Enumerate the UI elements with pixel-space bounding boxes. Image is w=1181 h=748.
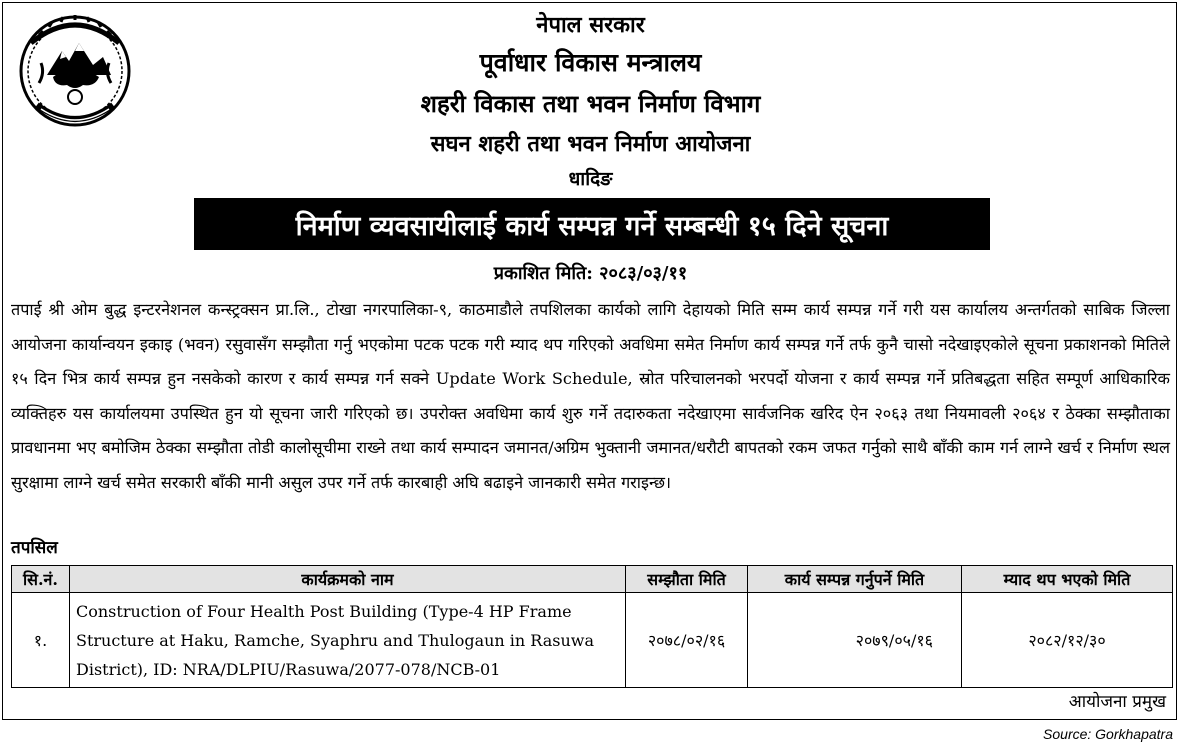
signoff-title: आयोजना प्रमुख bbox=[1068, 692, 1166, 712]
row-agreement-date: २०७८/०२/१६ bbox=[626, 593, 748, 688]
schedule-table bbox=[11, 565, 1173, 688]
notice-title: निर्माण व्यवसायीलाई कार्य सम्पन्न गर्ने सम्बन्धी १५ दिने सूचना bbox=[295, 210, 889, 242]
row-serial: १. bbox=[12, 593, 70, 688]
published-date: प्रकाशित मिति: २०८३/०३/११ bbox=[493, 263, 688, 284]
col-completion-date: कार्य सम्पन्न गर्नुपर्ने मिति bbox=[748, 566, 962, 593]
schedule-label: तपसिल bbox=[11, 538, 58, 558]
table-row bbox=[12, 593, 1173, 688]
notice-title-banner bbox=[194, 198, 990, 250]
project-name: सघन शहरी तथा भवन निर्माण आयोजना bbox=[430, 131, 751, 157]
office-location: धादिङ bbox=[568, 168, 613, 190]
col-serial: सि.नं. bbox=[12, 566, 70, 593]
col-extension-date: म्याद थप भएको मिति bbox=[962, 566, 1173, 593]
col-program-name: कार्यक्रमको नाम bbox=[70, 566, 626, 593]
col-agreement-date: सम्झौता मिति bbox=[626, 566, 748, 593]
government-name: नेपाल सरकार bbox=[536, 12, 645, 38]
row-completion-date: २०७९/०५/१६ bbox=[748, 593, 962, 688]
row-program-name: Construction of Four Health Post Building (Type-4 HP Frame Structure at Haku, Ramche, Syaphru and Thulogaun in Rasuwa District), ID: NRA/DLPIU/Rasuwa/2077-078/NCB-01 bbox=[70, 593, 626, 688]
ministry-name: पूर्वाधार विकास मन्त्रालय bbox=[479, 48, 702, 77]
row-extension-date: २०८२/१२/३० bbox=[962, 593, 1173, 688]
notice-body: तपाई श्री ओम बुद्ध इन्टरनेशनल कन्स्ट्रक्सन प्रा.लि., टोखा नगरपालिका-९, काठमाडौले तपशिलका कार्यको लागि देहायको मिति सम्म कार्य सम्पन्न गर्ने गरी यस कार्यालय अन्तर्गतको साबिक जिल्ला आयोजना कार्यान्वयन इकाइ (भवन) रसुवासँग सम्झौता गर्नु भएकोमा पटक पटक गरी म्याद थप गरिएको अवधिमा समेत निर्माण कार्य सम्पन्न गर्ने तर्फ कुनै चासो नदेखाइएकोले सूचना प्रकाशनको मितिले १५ दिन भित्र कार्य सम्पन्न हुन नसकेको कारण र कार्य सम्पन्न गर्न सक्ने Update Work Schedule, स्रोत परिचालनको भरपर्दो योजना र कार्य सम्पन्न गर्ने प्रतिबद्धता सहित सम्पूर्ण आधिकारिक व्यक्तिहरु यस कार्यालयमा उपस्थित हुन यो सूचना जारी गरिएको छ। उपरोक्त अवधिमा कार्य शुरु गर्ने तदारुकता नदेखाएमा सार्वजनिक खरिद ऐन २०६३ तथा नियमावली २०६४ र ठेक्का सम्झौताका प्रावधानमा भए बमोजिम ठेक्का सम्झौता तोडी कालोसूचीमा राख्ने तथा कार्य सम्पादन जमानत/अग्रिम भुक्तानी जमानत/धरौटी बापतको रकम जफत गर्नुको साथै बाँकी काम गर्न लाग्ने खर्च र निर्माण स्थल सुरक्षामा लाग्ने खर्च समेत सरकारी बाँकी मानी असुल उपर गर्ने तर्फ कारबाही अघि बढाइने जानकारी समेत गराइन्छ। bbox=[11, 300, 1170, 492]
department-name: शहरी विकास तथा भवन निर्माण विभाग bbox=[420, 89, 761, 118]
table-header-row bbox=[12, 566, 1173, 593]
source-credit: Source: Gorkhapatra bbox=[1043, 726, 1173, 742]
notice-document bbox=[2, 2, 1177, 720]
